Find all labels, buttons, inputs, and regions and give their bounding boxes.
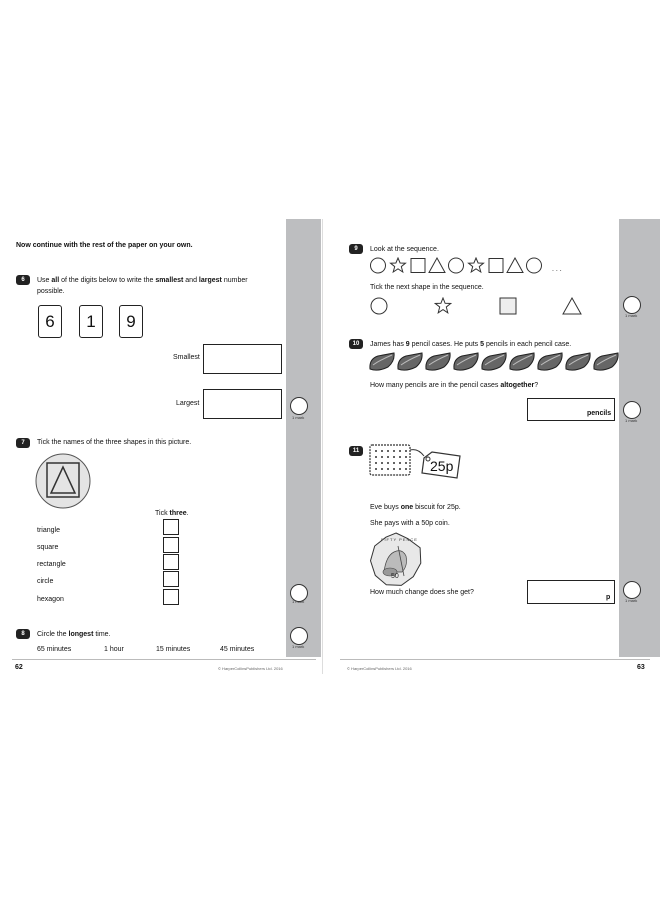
q8-text-part: time. — [93, 631, 111, 638]
tickbox-hexagon[interactable] — [163, 589, 179, 605]
price-tag-text: 25p — [430, 458, 454, 474]
smallest-label: Smallest — [173, 354, 200, 361]
question-8-number: 8 — [16, 629, 30, 639]
q6-text-part: Use — [37, 277, 52, 284]
shape-picture — [35, 453, 91, 509]
q10-question-part: ? — [534, 382, 539, 389]
digit-card: 1 — [79, 305, 103, 338]
tick-text-part: . — [186, 510, 189, 517]
coin-inscription: FIFTY PENCE — [381, 537, 418, 542]
shape-sequence — [370, 257, 552, 274]
change-unit-label: p — [606, 594, 611, 601]
pencil-case-icon — [564, 351, 592, 373]
pencil-case-icon — [592, 351, 620, 373]
question-9-instruction: Tick the next shape in the sequence. — [370, 284, 484, 291]
question-9-text: Look at the sequence. — [370, 246, 439, 253]
tickbox-square[interactable] — [163, 537, 179, 553]
question-7-text: Tick the names of the three shapes in this picture. — [37, 439, 192, 446]
question-10-question — [370, 381, 538, 390]
question-8-text — [37, 630, 111, 639]
tick-text-part: Tick — [155, 510, 170, 517]
option-label-rectangle: rectangle — [37, 561, 66, 568]
left-page-number: 62 — [15, 664, 23, 671]
choice-triangle-shape[interactable] — [562, 297, 582, 315]
q10-text-emph: 5 — [480, 341, 485, 348]
time-option[interactable]: 1 hour — [104, 646, 124, 653]
question-9-mark-label: 1 mark — [625, 313, 638, 318]
right-footer-copyright: © HarperCollinsPublishers Ltd. 2016 — [347, 666, 412, 671]
tickbox-triangle[interactable] — [163, 519, 179, 535]
question-8-mark-circle — [290, 627, 308, 645]
option-label-hexagon: hexagon — [37, 596, 64, 603]
pencil-case-icon — [424, 351, 452, 373]
question-6-number: 6 — [16, 275, 30, 285]
q11-text-part: Eve buys — [370, 504, 401, 511]
pencil-case-icon — [536, 351, 564, 373]
question-6-mark-label: 1 mark — [292, 415, 305, 420]
tick-text-emph: three — [169, 510, 187, 517]
q6-text-emph-all: all — [51, 277, 60, 284]
choice-star-shape[interactable] — [434, 297, 452, 315]
option-label-square: square — [37, 544, 59, 551]
q10-question-emph: altogether — [500, 382, 535, 389]
q6-text-part: of the digits below to write the — [59, 277, 156, 284]
q6-text-emph-smallest: smallest — [155, 277, 184, 284]
question-11-question: How much change does she get? — [370, 589, 474, 596]
time-option[interactable]: 45 minutes — [220, 646, 255, 653]
question-9-number: 9 — [349, 244, 363, 254]
choice-circle-shape[interactable] — [370, 297, 388, 315]
q8-text-emph: longest — [68, 631, 94, 638]
question-6-mark-circle — [290, 397, 308, 415]
question-7-number: 7 — [16, 438, 30, 448]
right-page-number: 63 — [637, 664, 645, 671]
question-10-mark-circle — [623, 401, 641, 419]
question-11-line1 — [370, 503, 461, 512]
tickbox-circle[interactable] — [163, 571, 179, 587]
question-10-mark-label: 1 mark — [625, 418, 638, 423]
question-11-line2: She pays with a 50p coin. — [370, 520, 450, 527]
time-option[interactable]: 65 minutes — [37, 646, 72, 653]
biscuit-picture — [369, 444, 411, 476]
q8-text-part: Circle the — [37, 631, 69, 638]
q11-text-part: biscuit for 25p. — [413, 504, 461, 511]
q10-question-part: How many pencils are in the pencil cases — [370, 382, 501, 389]
question-11-number: 11 — [349, 446, 363, 456]
q6-text-part: and — [183, 277, 199, 284]
time-option[interactable]: 15 minutes — [156, 646, 191, 653]
question-7-mark-label: 1 mark — [292, 599, 305, 604]
q10-text-emph: 9 — [405, 341, 410, 348]
digit-card: 9 — [119, 305, 143, 338]
question-9-mark-circle — [623, 296, 641, 314]
change-answer-box[interactable] — [527, 580, 615, 604]
question-6-text — [37, 276, 248, 285]
intro-text: Now continue with the rest of the paper on your own. — [16, 242, 193, 249]
right-footer-rule — [340, 659, 650, 660]
coin-value: 50 — [391, 573, 399, 580]
question-6-text-line2: possible. — [37, 288, 65, 295]
q11-text-emph: one — [400, 504, 414, 511]
pencil-case-icon — [368, 351, 396, 373]
choice-square-shape[interactable] — [499, 297, 517, 315]
pencil-case-icon — [508, 351, 536, 373]
option-label-circle: circle — [37, 578, 54, 585]
left-footer-copyright: © HarperCollinsPublishers Ltd. 2016 — [218, 666, 283, 671]
q10-text-part: James has — [370, 341, 406, 348]
digit-card: 6 — [38, 305, 62, 338]
q6-text-part: number — [221, 277, 248, 284]
question-8-mark-label: 1 mark — [292, 644, 305, 649]
pencils-unit-label: pencils — [587, 410, 612, 417]
pencil-case-icon — [452, 351, 480, 373]
q10-text-part: pencil cases. He puts — [409, 341, 481, 348]
pencil-case-icon — [396, 351, 424, 373]
question-11-mark-label: 1 mark — [625, 598, 638, 603]
page-divider — [322, 219, 323, 674]
pencil-case-icon — [480, 351, 508, 373]
q6-text-emph-largest: largest — [198, 277, 222, 284]
left-footer-rule — [12, 659, 316, 660]
question-10-number: 10 — [349, 339, 363, 349]
smallest-answer-box[interactable] — [203, 344, 282, 374]
largest-answer-box[interactable] — [203, 389, 282, 419]
pencil-cases-row — [368, 351, 616, 375]
sequence-dots: . . . — [552, 266, 562, 273]
question-11-mark-circle — [623, 581, 641, 599]
q10-text-part: pencils in each pencil case. — [484, 341, 572, 348]
largest-label: Largest — [176, 400, 200, 407]
question-10-text — [370, 340, 571, 349]
tick-three-instruction — [155, 509, 189, 518]
tickbox-rectangle[interactable] — [163, 554, 179, 570]
option-label-triangle: triangle — [37, 527, 60, 534]
